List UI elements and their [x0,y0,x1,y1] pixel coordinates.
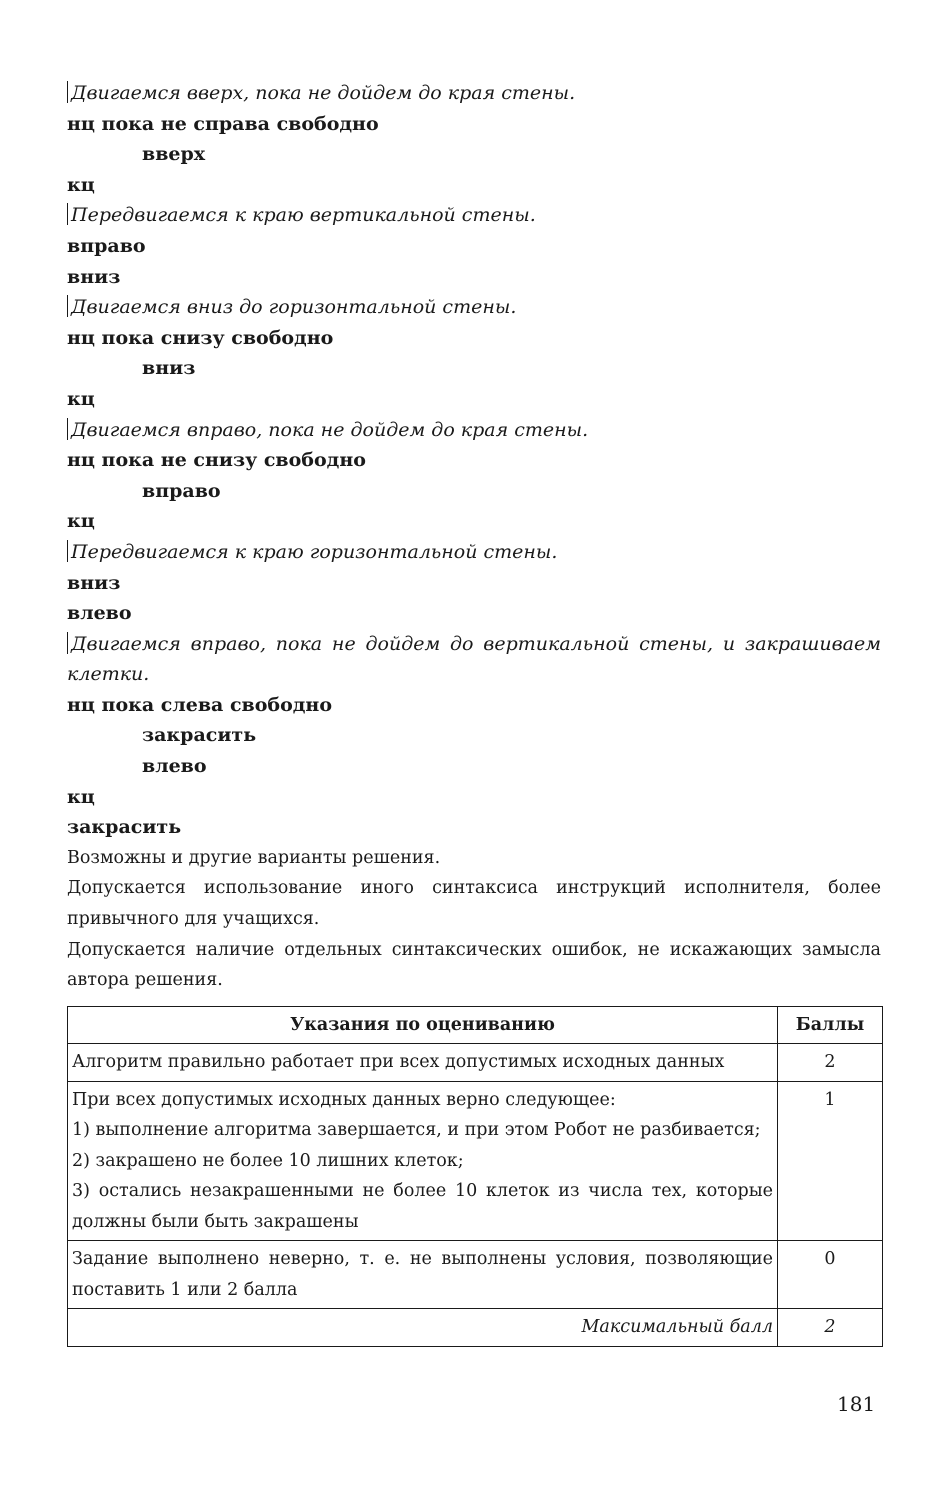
code-comment: Передвигаемся к краю горизонтальной стены. [67,537,881,568]
criteria-line: 3) остались незакрашенными не более 10 клеток из числа тех, которые должны были быть закрашены [72,1181,773,1232]
code-comment: Двигаемся вправо, пока не дойдем до вертикальной стены, и закрашиваем клетки. [67,632,881,686]
criteria-cell: Задание выполнено неверно, т. е. не выполнены условия, позволяющие поставить 1 или 2 балла [68,1241,778,1309]
code-line: закрасить [142,724,257,747]
max-score-value: 2 [778,1309,883,1347]
code-line: нц пока слева свободно [67,693,332,716]
score-cell: 1 [778,1081,883,1241]
code-comment: Двигаемся вверх, пока не дойдем до края стены. [67,78,881,109]
code-line: вправо [142,479,221,502]
table-row-max [68,1309,883,1347]
score-header: Баллы [778,1006,883,1044]
code-line: нц пока не снизу свободно [67,449,366,472]
max-score-label: Максимальный балл [68,1309,778,1347]
code-line: нц пока не справа свободно [67,112,379,135]
code-line: влево [67,602,132,625]
table-row [68,1081,883,1241]
page-content [67,78,881,1347]
code-comment: Двигаемся вправо, пока не дойдем до края стены. [67,415,881,446]
table-row [68,1044,883,1082]
code-line: нц пока снизу свободно [67,326,334,349]
code-line: кц [67,387,95,410]
criteria-header: Указания по оцениванию [68,1006,778,1044]
code-line: вправо [67,234,146,257]
criteria-line: 1) выполнение алгоритма завершается, и при этом Робот не разбивается; [72,1120,761,1141]
code-line: вниз [67,571,121,594]
table-header-row [68,1006,883,1044]
note-paragraph: Возможны и другие варианты решения. [67,847,441,868]
criteria-line: При всех допустимых исходных данных верно следующее: [72,1089,616,1110]
code-comment: Двигаемся вниз до горизонтальной стены. [67,292,881,323]
code-line: вниз [142,357,196,380]
code-line: вниз [67,265,121,288]
criteria-line: 2) закрашено не более 10 лишних клеток; [72,1150,464,1171]
note-paragraph: Допускается использование иного синтаксиса инструкций исполнителя, более привычного для учащихся. [67,878,881,930]
criteria-cell [68,1081,778,1241]
table-row [68,1241,883,1309]
page-number: 181 [837,1392,876,1416]
code-comment: Передвигаемся к краю вертикальной стены. [67,200,881,231]
code-line: кц [67,510,95,533]
code-line: кц [67,785,95,808]
code-line: влево [142,755,207,778]
criteria-cell: Алгоритм правильно работает при всех допустимых исходных данных [68,1044,778,1082]
code-line: вверх [142,143,206,166]
code-line: кц [67,173,95,196]
score-cell: 2 [778,1044,883,1082]
code-line: закрасить [67,816,182,839]
note-paragraph: Допускается наличие отдельных синтаксических ошибок, не искажающих замысла автора решения. [67,939,881,991]
score-cell: 0 [778,1241,883,1309]
grading-table [67,1006,883,1347]
